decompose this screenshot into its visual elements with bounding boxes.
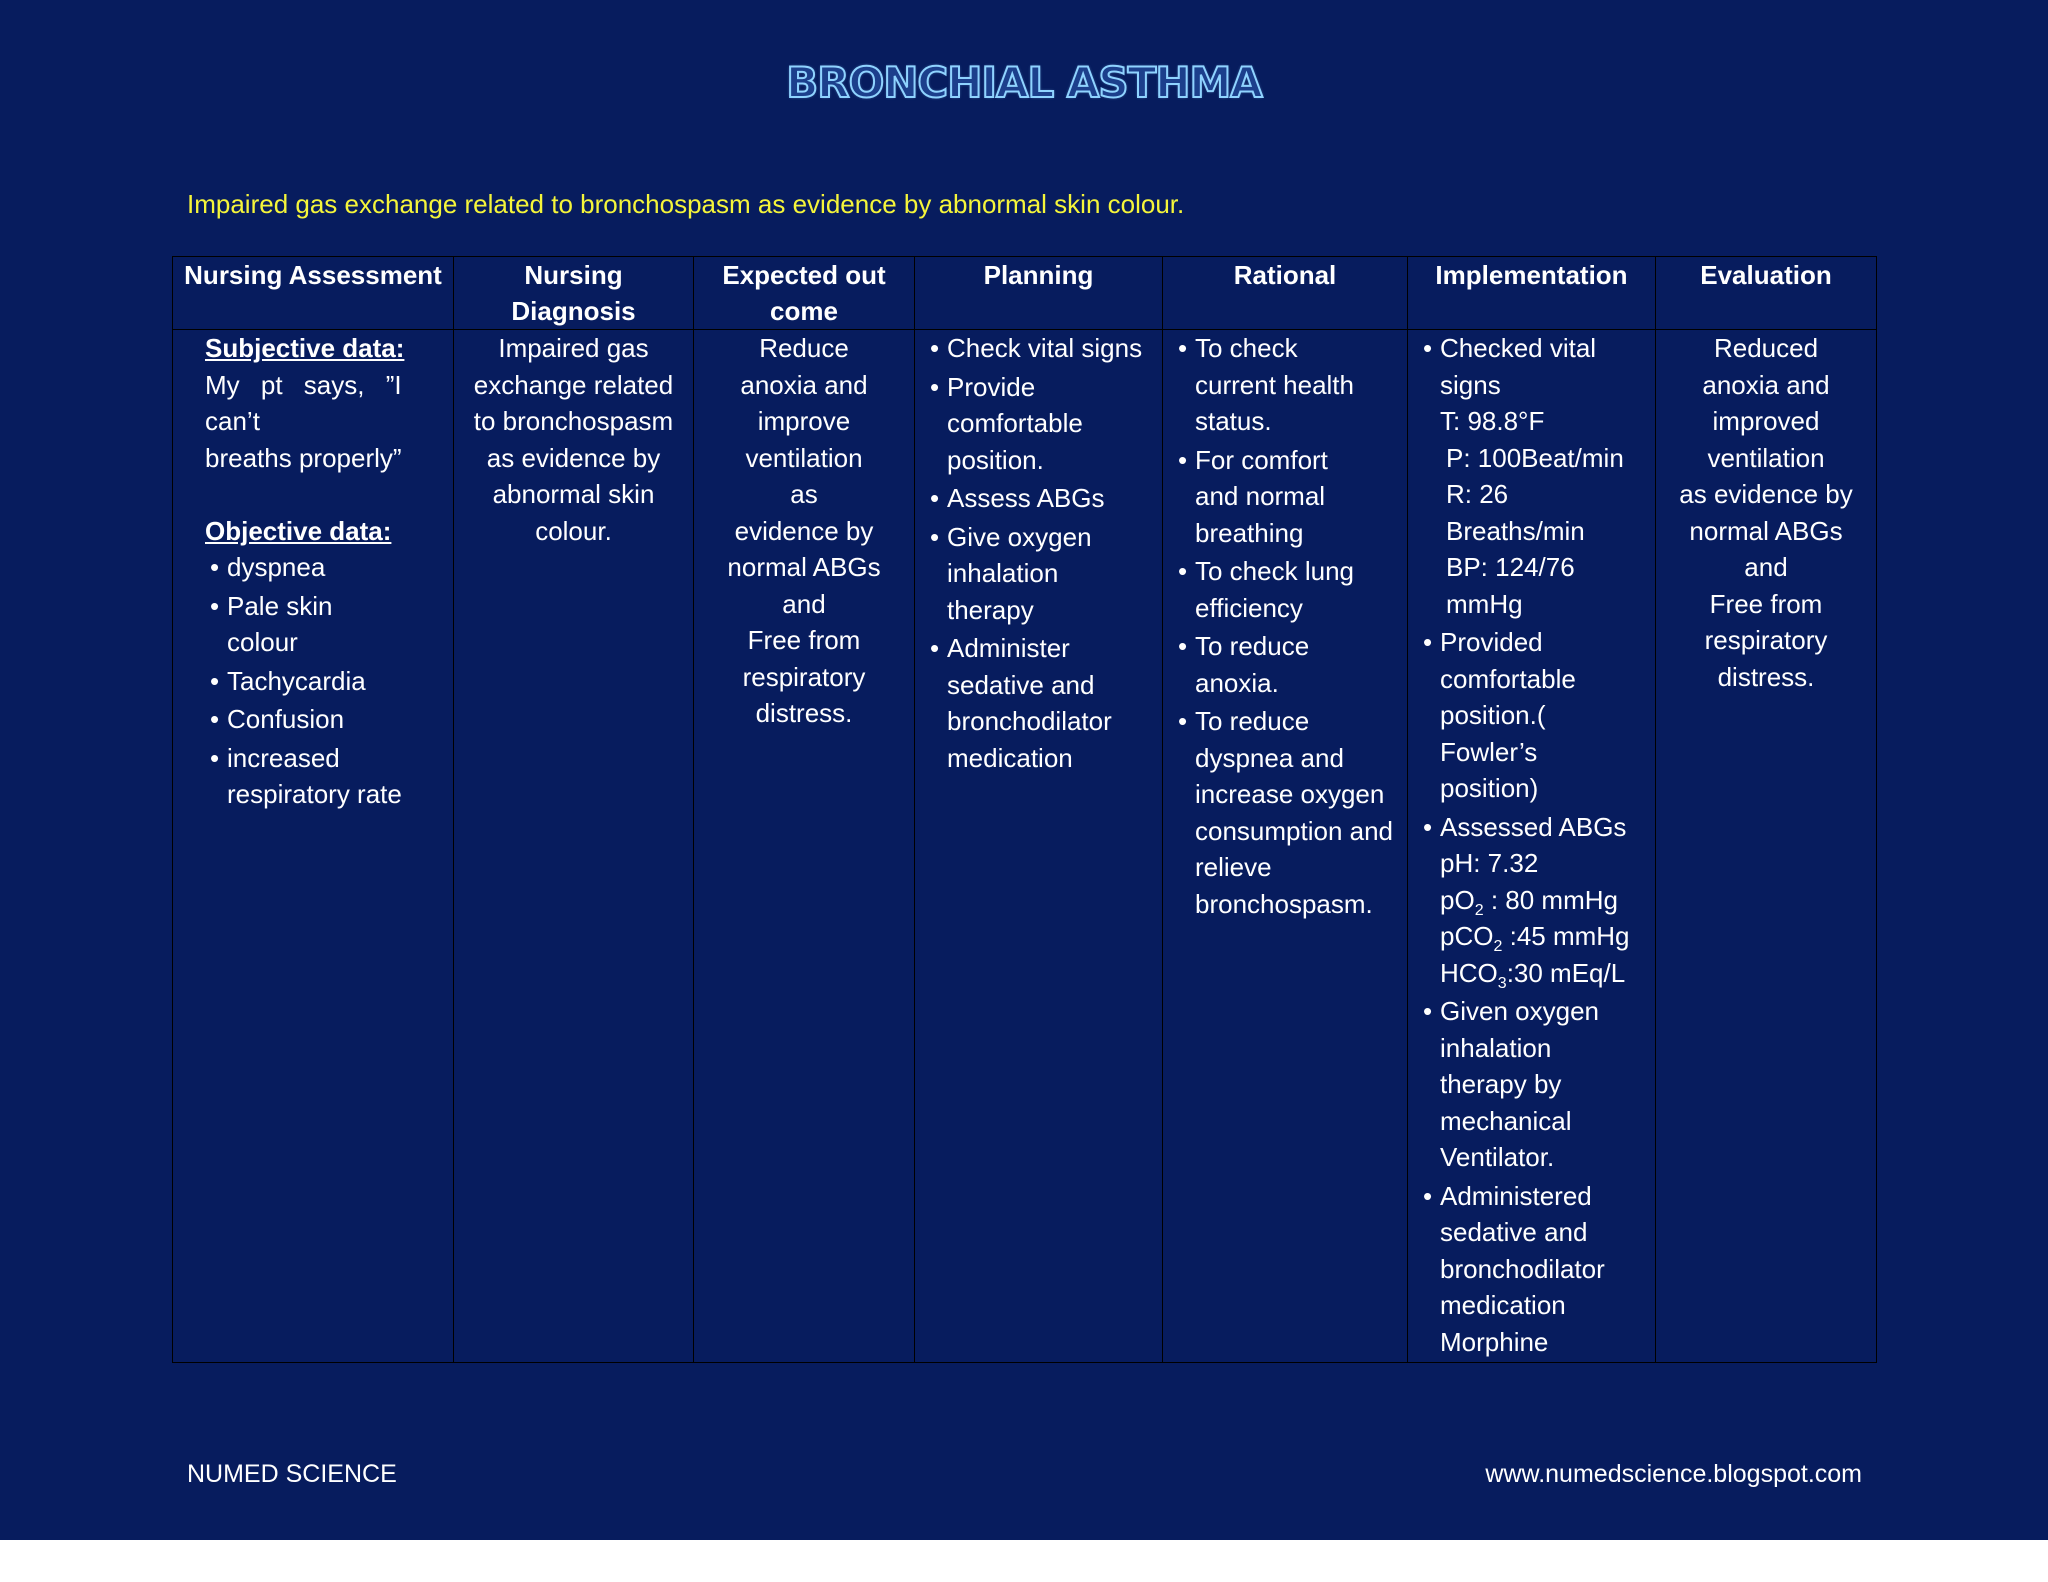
outcome-line: improve bbox=[757, 406, 851, 436]
abg-pco2 bbox=[1440, 918, 1647, 955]
list-item: • increased respiratory rate bbox=[207, 740, 427, 813]
header-evaluation: Evaluation bbox=[1656, 257, 1877, 330]
outcome-line: distress. bbox=[755, 698, 853, 728]
header-planning: Planning bbox=[915, 257, 1163, 330]
list-item: • Check vital signs bbox=[927, 330, 1154, 367]
objective-label: Objective data: bbox=[205, 515, 392, 546]
footer-url: www.numedscience.blogspot.com bbox=[1485, 1460, 1862, 1488]
outcome-line: Reduce bbox=[759, 333, 849, 363]
table-header-row bbox=[173, 257, 1877, 330]
abg-po2-sub: 2 bbox=[1474, 901, 1484, 919]
header-implementation: Implementation bbox=[1408, 257, 1656, 330]
evaluation-line: Reduced bbox=[1713, 333, 1819, 363]
outcome-line: anoxia and bbox=[740, 369, 868, 400]
list-item: • Administered sedative and bronchodilator medication Morphine bbox=[1420, 1178, 1640, 1361]
header-diagnosis-line1: Nursing bbox=[524, 260, 623, 290]
list-item: • To reduce anoxia. bbox=[1175, 628, 1345, 701]
list-item bbox=[1420, 809, 1647, 992]
evaluation-line: normal ABGs bbox=[1689, 515, 1843, 546]
list-item: • dyspnea bbox=[207, 549, 427, 586]
list-item: • Given oxygen inhalation therapy by mechanical Ventilator. bbox=[1420, 993, 1600, 1176]
abg-hco3-value: :30 mEq/L bbox=[1506, 957, 1626, 988]
abg-ph: pH: 7.32 bbox=[1440, 848, 1539, 878]
list-item bbox=[1420, 330, 1647, 622]
vital-respiration: R: 26 bbox=[1446, 479, 1509, 509]
abg-hco3-prefix: HCO bbox=[1440, 957, 1498, 988]
nursing-care-plan-table bbox=[172, 256, 1877, 1363]
list-item: • Provided comfortable position.( Fowler’s position) bbox=[1420, 624, 1610, 807]
cell-implementation bbox=[1408, 330, 1656, 1363]
evaluation-line: improved bbox=[1712, 406, 1820, 436]
list-item: • Give oxygen inhalation therapy bbox=[927, 519, 1117, 629]
abg-title: • Assessed ABGs bbox=[1440, 811, 1627, 842]
outcome-line: ventilation bbox=[745, 442, 863, 473]
evaluation-line: Free from bbox=[1709, 588, 1823, 619]
diagnosis-line: to bronchospasm bbox=[473, 406, 674, 436]
outcome-line: as bbox=[790, 479, 818, 509]
subjective-line: breaths properly” bbox=[205, 442, 402, 473]
vital-temperature: T: 98.8°F bbox=[1440, 406, 1545, 436]
list-item: • Administer sedative and bronchodilator medication bbox=[927, 630, 1147, 776]
vital-bp: BP: 124/76 bbox=[1446, 552, 1575, 582]
cell-diagnosis bbox=[454, 330, 694, 1363]
abg-po2-prefix: pO bbox=[1440, 884, 1475, 915]
outcome-line: and bbox=[782, 588, 826, 619]
cell-expected-outcome bbox=[694, 330, 915, 1363]
vital-bp-unit: mmHg bbox=[1446, 588, 1523, 619]
diagnosis-line: as evidence by bbox=[486, 442, 661, 473]
evaluation-line: ventilation bbox=[1707, 442, 1825, 473]
list-item: • To check lung efficiency bbox=[1175, 553, 1385, 626]
vital-respiration-unit: Breaths/min bbox=[1446, 515, 1585, 546]
diagnosis-statement: Impaired gas exchange related to bronchospasm as evidence by abnormal skin colour. bbox=[187, 189, 1185, 219]
cell-evaluation bbox=[1656, 330, 1877, 1363]
header-diagnosis bbox=[454, 257, 694, 330]
evaluation-line: as evidence by bbox=[1679, 479, 1853, 509]
diagnosis-line: Impaired gas bbox=[498, 333, 649, 363]
outcome-line: normal ABGs bbox=[727, 552, 881, 582]
implementation-list bbox=[1420, 330, 1647, 1360]
rational-list bbox=[1175, 330, 1399, 922]
abg-hco3 bbox=[1440, 955, 1647, 992]
header-assessment: Nursing Assessment bbox=[173, 257, 454, 330]
list-item: • To reduce dyspnea and increase oxygen consumption and relieve bronchospasm. bbox=[1175, 703, 1399, 922]
abg-hco3-sub: 3 bbox=[1497, 974, 1507, 992]
list-item: • For comfort and normal breathing bbox=[1175, 442, 1355, 552]
evaluation-line: anoxia and bbox=[1702, 369, 1830, 400]
evaluation-line: respiratory bbox=[1704, 625, 1828, 655]
list-item: • Tachycardia bbox=[207, 663, 427, 700]
vitals-title: • Checked vital signs bbox=[1440, 333, 1597, 400]
cell-rational bbox=[1163, 330, 1408, 1363]
header-expected-outcome bbox=[694, 257, 915, 330]
diagnosis-line: colour. bbox=[535, 515, 612, 546]
abg-po2 bbox=[1440, 882, 1647, 919]
abg-pco2-sub: 2 bbox=[1493, 938, 1503, 956]
header-rational: Rational bbox=[1163, 257, 1408, 330]
vital-pulse: P: 100Beat/min bbox=[1446, 442, 1624, 473]
list-item: • Assess ABGs bbox=[927, 480, 1154, 517]
subjective-line: My pt says, ”I bbox=[205, 369, 402, 400]
cell-planning bbox=[915, 330, 1163, 1363]
evaluation-line: distress. bbox=[1717, 661, 1815, 692]
list-item: • Confusion bbox=[207, 701, 427, 738]
header-outcome-line1: Expected out bbox=[722, 260, 886, 290]
objective-list bbox=[205, 549, 427, 813]
diagnosis-line: abnormal skin bbox=[492, 479, 655, 509]
header-outcome-line2: come bbox=[770, 296, 838, 326]
list-item: • To check current health status. bbox=[1175, 330, 1375, 440]
abg-pco2-prefix: pCO bbox=[1440, 921, 1494, 951]
planning-list bbox=[927, 330, 1154, 776]
table-row bbox=[173, 330, 1877, 1363]
abg-po2-value: : 80 mmHg bbox=[1483, 884, 1618, 915]
outcome-line: respiratory bbox=[742, 661, 866, 692]
footer-brand: NUMED SCIENCE bbox=[187, 1460, 397, 1488]
list-item: • Provide comfortable position. bbox=[927, 369, 1127, 479]
list-item: • Pale skin colour bbox=[207, 588, 357, 661]
page-title: BRONCHIAL ASTHMA bbox=[786, 58, 1262, 107]
spacer bbox=[205, 476, 427, 513]
outcome-line: evidence by bbox=[734, 515, 874, 546]
subjective-line: can’t bbox=[205, 406, 260, 436]
subjective-label: Subjective data: bbox=[205, 333, 405, 363]
outcome-line: Free from bbox=[747, 625, 861, 655]
cell-assessment bbox=[173, 330, 454, 1363]
diagnosis-line: exchange related bbox=[473, 369, 674, 400]
header-diagnosis-line2: Diagnosis bbox=[511, 296, 636, 326]
abg-pco2-value: :45 mmHg bbox=[1502, 921, 1630, 951]
evaluation-line: and bbox=[1744, 552, 1788, 582]
